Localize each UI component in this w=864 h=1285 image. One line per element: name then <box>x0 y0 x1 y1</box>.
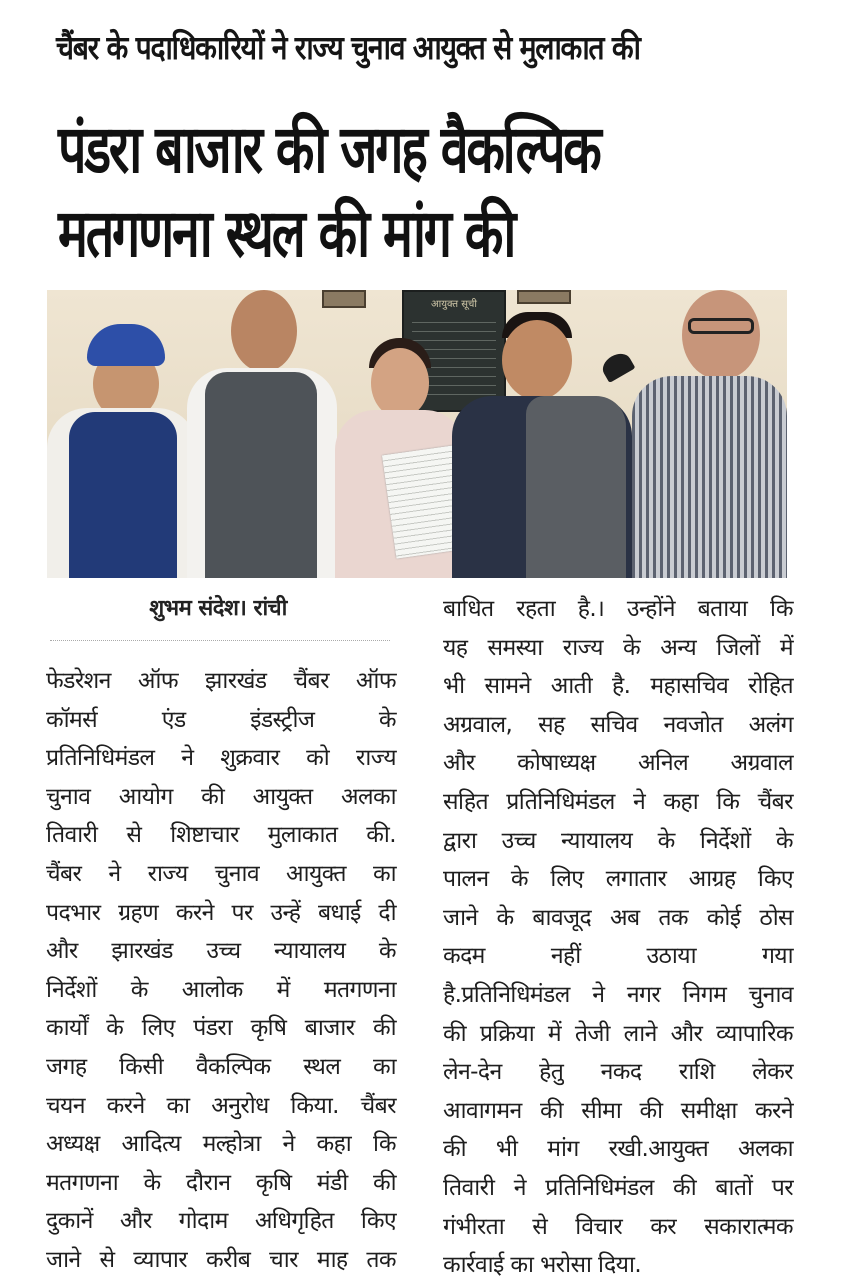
body-line: कार्यों के लिए पंडरा कृषि बाजार की <box>46 1015 396 1042</box>
board-title: आयुक्त सूची <box>431 299 477 310</box>
body-line: गंभीरता से विचार कर सकारात्मक <box>443 1213 793 1240</box>
body-line: यह समस्या राज्य के अन्य जिलों में <box>443 634 793 661</box>
body-line: भी सामने आती है. महासचिव रोहित <box>443 673 793 700</box>
body-line: और झारखंड उच्च न्यायालय के <box>46 938 396 965</box>
body-line: मतगणना के दौरान कृषि मंडी की <box>46 1169 396 1196</box>
body-line: अग्रवाल, सह सचिव नवजोत अलंग <box>443 711 793 738</box>
body-line: द्वारा उच्च न्यायालय के निर्देशों के <box>443 827 793 854</box>
body-line: जाने से व्यापार करीब चार माह तक <box>46 1246 396 1273</box>
body-line: पालन के लिए लगातार आग्रह किए <box>443 866 793 893</box>
body-line: जाने के बावजूद अब तक कोई ठोस <box>443 904 793 931</box>
byline: शुभम संदेश। रांची <box>149 596 287 621</box>
body-line: दुकानें और गोदाम अधिगृहित किए <box>46 1208 396 1235</box>
person-2 <box>187 290 337 578</box>
body-line: चैंबर ने राज्य चुनाव आयुक्त का <box>46 860 396 887</box>
body-line: है.प्रतिनिधिमंडल ने नगर निगम चुनाव <box>443 981 793 1008</box>
body-line: कार्रवाई का भरोसा दिया. <box>443 1252 642 1279</box>
person-1 <box>47 308 197 578</box>
article-body-left-column <box>46 662 396 1280</box>
headline-line-1: पंडरा बाजार की जगह वैकल्पिक <box>58 111 600 188</box>
body-line: फेडरेशन ऑफ झारखंड चैंबर ऑफ <box>46 668 396 694</box>
body-line: कॉमर्स एंड इंडस्ट्रीज के <box>46 706 396 733</box>
wall-frame <box>517 290 571 304</box>
body-line: प्रतिनिधिमंडल ने शुक्रवार को राज्य <box>46 745 396 772</box>
body-line: की प्रक्रिया में तेजी लाने और व्यापारिक <box>443 1020 793 1047</box>
body-line: सहित प्रतिनिधिमंडल ने कहा कि चैंबर <box>443 788 793 815</box>
body-line: निर्देशों के आलोक में मतगणना <box>46 976 396 1003</box>
body-line: पदभार ग्रहण करने पर उन्हें बधाई दी <box>46 899 396 926</box>
body-line: आवागमन की सीमा की समीक्षा करने <box>443 1097 793 1124</box>
byline-divider <box>50 640 390 641</box>
article-photo <box>47 290 787 578</box>
body-line: लेन-देन हेतु नकद राशि लेकर <box>443 1059 793 1086</box>
body-line: तिवारी से शिष्टाचार मुलाकात की. <box>46 822 396 849</box>
body-line: चयन करने का अनुरोध किया. चैंबर <box>46 1092 396 1119</box>
body-line: चुनाव आयोग की आयुक्त अलका <box>46 783 396 810</box>
person-5 <box>632 290 787 578</box>
person-4 <box>452 312 632 578</box>
article-headline <box>58 108 742 276</box>
body-line: अध्यक्ष आदित्य मल्होत्रा ने कहा कि <box>46 1131 396 1158</box>
body-line: की भी मांग रखी.आयुक्त अलका <box>443 1136 793 1163</box>
body-line: तिवारी ने प्रतिनिधिमंडल की बातों पर <box>443 1174 793 1201</box>
body-line: बाधित रहता है.। उन्होंने बताया कि <box>443 596 793 622</box>
body-line: और कोषाध्यक्ष अनिल अग्रवाल <box>443 750 793 777</box>
body-line: कदम नहीं उठाया गया <box>443 943 793 970</box>
body-line: जगह किसी वैकल्पिक स्थल का <box>46 1053 396 1080</box>
article-kicker: चैंबर के पदाधिकारियों ने राज्य चुनाव आयुक्त से मुलाकात की <box>56 28 640 67</box>
article-body-right-column <box>443 590 793 1285</box>
headline-line-2: मतगणना स्थल की मांग की <box>58 195 515 272</box>
